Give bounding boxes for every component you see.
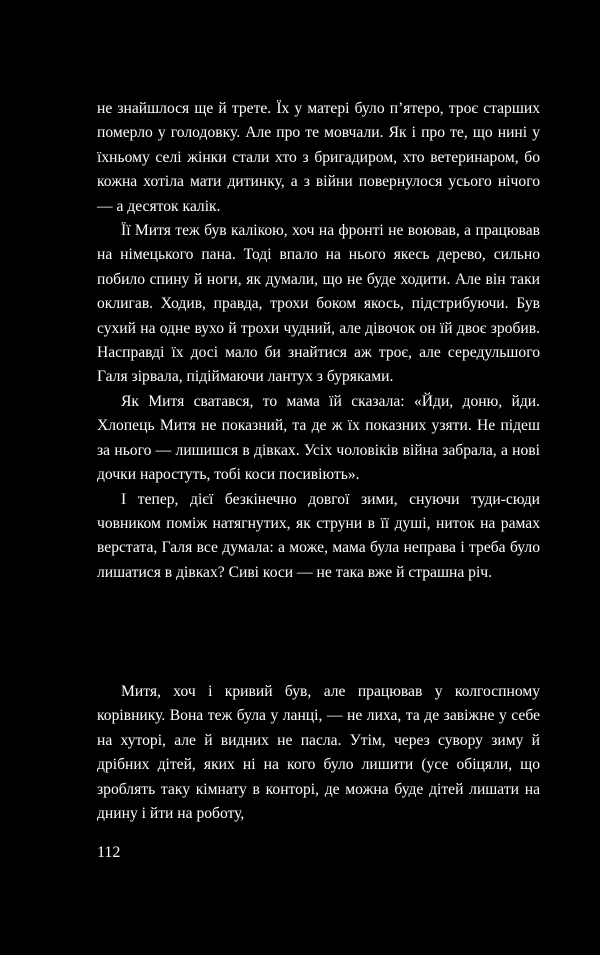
page-number: 112	[97, 844, 121, 861]
paragraph-4: І тепер, дієї безкінечно довгої зими, снуючи туди-сюди човником поміж натягнутих, як струни в її душі, ниток на рамах верстата, Галя все думала: а може, мама була неправа і треба було лишатися в дівках? Сиві коси — не така вже й страшна річ.	[97, 490, 540, 581]
text-block-bottom	[97, 680, 540, 826]
paragraph-2: Її Митя теж був калікою, хоч на фронті не воював, а працював на німецького пана. Тоді впало на нього якесь дерево, сильно побило спину й ноги, як думали, що не буде ходити. Але він таки оклигав. Ходив, правда, трохи боком якось, підстрибуючи. Був сухий на одне вухо й трохи чудний, але дівочок он їй двоє зробив. Насправді їх досі мало би знайтися аж троє, але середульшого Галя зірвала, підіймаючи лантух з буряками.	[97, 222, 540, 386]
paragraph-3: Як Митя сватався, то мама їй сказала: «Йди, доню, йди. Хлопець Митя не показний, та де ж їх показних узяти. Не підеш за нього — лишишся в дівках. Усіх чоловіків війна забрала, а нові дочки наростуть, тобі коси посивіють».	[97, 392, 540, 484]
text-block-top	[97, 97, 540, 585]
paragraph-1: не знайшлося ще й трете. Їх у матері було п’ятеро, троє старших померло у голодовку. Але про те мовчали. Як і про те, що нині у їхньому селі жінки стали хто з бригадиром, хто ветеринаром, бо кожна хотіла мати дитинку, а з війни повернулося усього нічого — а десяток калік.	[97, 100, 540, 215]
paragraph-5: Митя, хоч і кривий був, але працював у колгоспному корівнику. Вона теж була у ланці, — не лиха, та де завіжне у себе на хуторі, але й видних не пасла. Утім, через сувору зиму й дрібних дітей, яких ні на кого було лишити (усе обіцяли, що зроблять таку кімнату в конторі, де можна буде дітей лишати на днину і йти на роботу,	[97, 683, 540, 823]
